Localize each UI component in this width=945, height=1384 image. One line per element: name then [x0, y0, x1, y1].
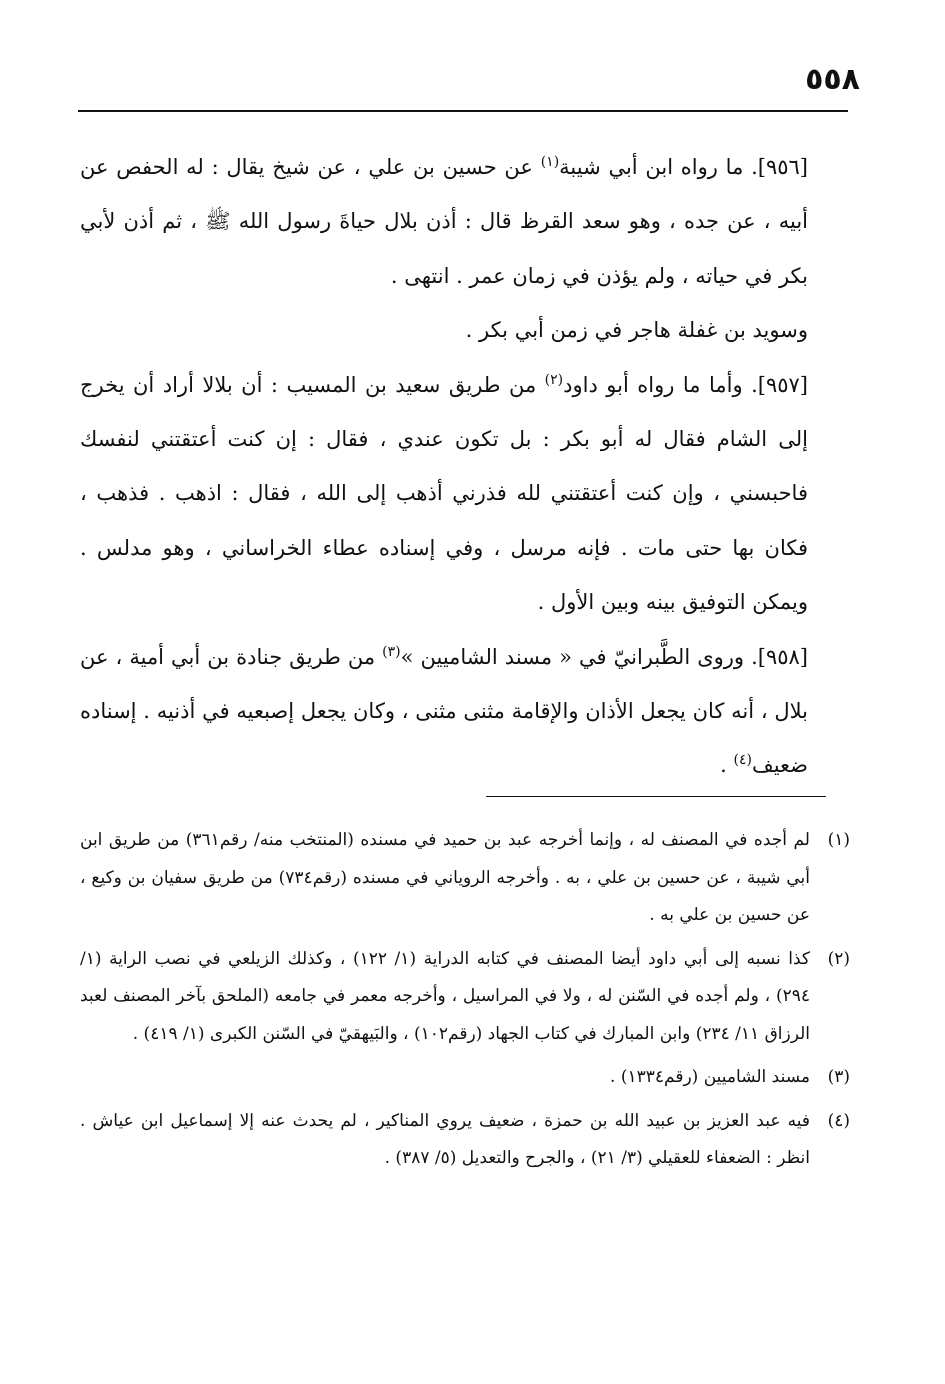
paragraph-957 — [80, 358, 850, 630]
paragraph-958 — [80, 630, 850, 793]
footnote-marker: (٣) — [827, 1067, 850, 1087]
paragraph-958-lead: [٩٥٨]. وروى الطَّبرانيّ في « مسند الشاميين » — [400, 644, 808, 669]
footnote-separator — [486, 796, 826, 797]
footnote-text: لم أجده في المصنف له ، وإنما أخرجه عبد بن حميد في مسنده (المنتخب منه/ رقم٣٦١) من طريق ابن أبي شيبة ، عن حسين بن علي ، به . وأخرجه الروياني في مسنده (رقم٧٣٤) من طريق سفيان بن وكيع ، عن حسين بن علي به . — [80, 830, 810, 925]
header-rule — [78, 110, 848, 112]
paragraph-956-continuation: وسويد بن غفلة هاجر في زمن أبي بكر . — [465, 318, 808, 343]
footnote-text: فيه عبد العزيز بن عبيد الله بن حمزة ، ضعيف يروي المناكير ، لم يحدث عنه إلا إسماعيل ابن عياش . انظر : الضعفاء للعقيلي (٣/ ٢١) ، والجرح والتعديل (٥/ ٣٨٧) . — [80, 1110, 810, 1168]
footnote-1 — [80, 822, 850, 935]
footnote-ref-3: (٣) — [382, 643, 401, 660]
footnotes — [80, 822, 850, 1184]
paragraph-957-lead: [٩٥٧]. وأما ما رواه أبو داود — [563, 372, 808, 397]
footnote-text: كذا نسبه إلى أبي داود أيضا المصنف في كتابه الدراية (١/ ١٢٢) ، وكذلك الزيلعي في نصب الراية (١/ ٢٩٤) ، ولم أجده في السّنن له ، ولا في المراسيل ، وأخرجه معمر في جامعه (الملحق بآخر المصنف لعبد الرزاق ١١/ ٢٣٤) وابن المبارك في كتاب الجهاد (رقم١٠٢) ، والبَيهقيّ في السّنن الكبرى (١/ ٤١٩) . — [80, 948, 811, 1044]
footnote-3 — [80, 1059, 850, 1097]
footnote-4 — [80, 1103, 850, 1178]
paragraph-958-text: من طريق جنادة بن أبي أمية ، عن بلال ، أنه كان يجعل الأذان والإقامة مثنى مثنى ، وكان يجعل إصبعيه في أذنيه . إسناده ضعيف — [80, 644, 808, 778]
footnote-marker: (٢) — [827, 948, 850, 969]
footnote-ref-1: (١) — [540, 154, 560, 170]
paragraph-956 — [80, 140, 850, 303]
paragraph-957-text: من طريق سعيد بن المسيب : أن بلالا أراد أن يخرج إلى الشام فقال له أبو بكر : بل تكون عندي ، فقال : إن كنت أعتقتني لنفسك فاحبسني ، وإن كنت أعتقتني لله فذرني أذهب إلى الله ، فقال : اذهب . فذهب ، فكان بها حتى مات . فإنه مرسل ، وفي إسناده عطاء الخراساني ، وهو مدلس . ويمكن التوفيق بينه وبين الأول . — [80, 372, 808, 615]
paragraph-956-text: عن حسين بن علي ، عن شيخ يقال : له الحفص عن أبيه ، عن جده ، وهو سعد القرظ قال : أذن بلال حياةَ رسول الله ﷺ ، ثم أذن لأبي بكر في حياته ، ولم يؤذن في زمان عمر . انتهى . — [80, 155, 808, 288]
footnote-ref-4: (٤) — [733, 752, 752, 769]
page-number: ٥٥٨ — [805, 62, 860, 97]
main-text — [80, 140, 850, 793]
footnote-2 — [80, 941, 850, 1054]
footnote-text: مسند الشاميين (رقم١٣٣٤) . — [610, 1067, 810, 1087]
footnote-marker: (١) — [827, 830, 850, 850]
footnote-marker: (٤) — [827, 1110, 850, 1131]
paragraph-956-lead: [٩٥٦]. ما رواه ابن أبي شيبة — [559, 155, 808, 179]
footnote-ref-2: (٢) — [544, 371, 564, 388]
paragraph-958-end: . — [720, 753, 734, 778]
